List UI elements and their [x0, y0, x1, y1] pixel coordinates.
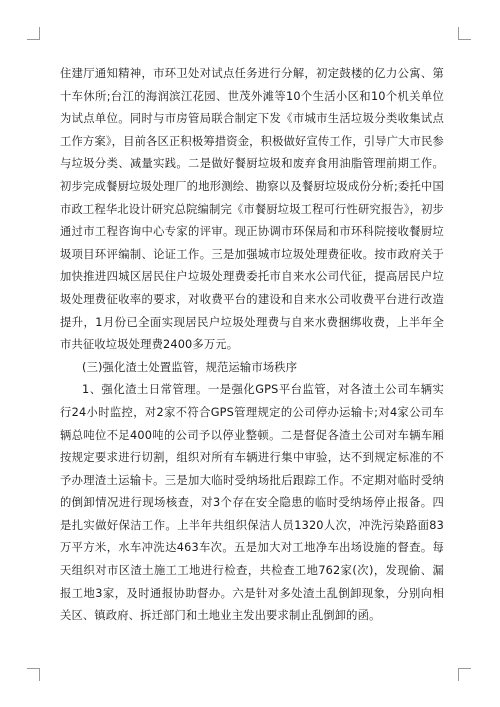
crop-mark-bottom-right — [458, 668, 471, 681]
section-paragraph: 1、强化渣土日常管理。一是强化GPS平台监管，对各渣土公司车辆实行24小时监控，对2家不符合GPS管理规定的公司停办运输卡;对4家公司车辆总吨位不足400吨的公司予以停业整顿。二是督促各渣土公司对车辆车厢按规定要求进行切割，组织对所有车辆进行集中审验，达不到规定标准的不予办理渣土运输卡。三是加大临时受纳场批后跟踪工作。不定期对临时受纳的倒卸情况进行现场核查，对3个存在安全隐患的临时受纳场停止报备。四是扎实做好保洁工作。上半年共组织保洁人员1320人次，冲洗污染路面83万平方米，水车冲洗达463车次。五是加大对工地净车出场设施的督查。每天组织对市区渣土施工工地进行检查，共检查工地762家(次)，发现偷、漏报工地3家，及时通报协助督办。六是针对多处渣土乱倒卸现象，分别向相关区、镇政府、拆迁部门和土地业主发出要求制止乱倒卸的函。 — [60, 383, 444, 623]
body-paragraph: 住建厅通知精神，市环卫处对试点任务进行分解，初定鼓楼的亿力公寓、第十车休所;台江的海润滨江花园、世茂外滩等10个生活小区和10个机关单位为试点单位。同时与市房管局联合制定下发《市城市生活垃圾分类收集试点工作方案》，目前各区正积极筹措资金，积极做好宣传工作，引导广大市民参与垃圾分类、减量实践。二是做好餐厨垃圾和废弃食用油脂管理前期工作。初步完成餐厨垃圾处理厂的地形测绘、勘察以及餐厨垃圾成份分析;委托中国市政工程华北设计研究总院编制完《市餐厨垃圾工程可行性研究报告》，初步通过市工程咨询中心专家的评审。现正协调市环保局和市环科院接收餐厨垃圾项目环评编制、论证工作。三是加强城市垃圾处理费征收。按市政府关于加快推进四城区居民住户垃圾处理费委托市自来水公司代征，提高居民户垃圾处理费征收率的要求，对收费平台的建设和自来水公司收费平台进行改造提升，1月份已全面实现居民户垃圾处理费与自来水费捆绑收费，上半年全市共征收垃圾处理费2400多万元。 — [60, 67, 444, 352]
section-heading: (三)强化渣土处置监管，规范运输市场秩序 — [82, 360, 298, 374]
crop-mark-top-right — [458, 27, 471, 40]
crop-mark-top-left — [27, 27, 40, 40]
document-body — [60, 63, 444, 628]
crop-mark-bottom-left — [27, 668, 40, 681]
